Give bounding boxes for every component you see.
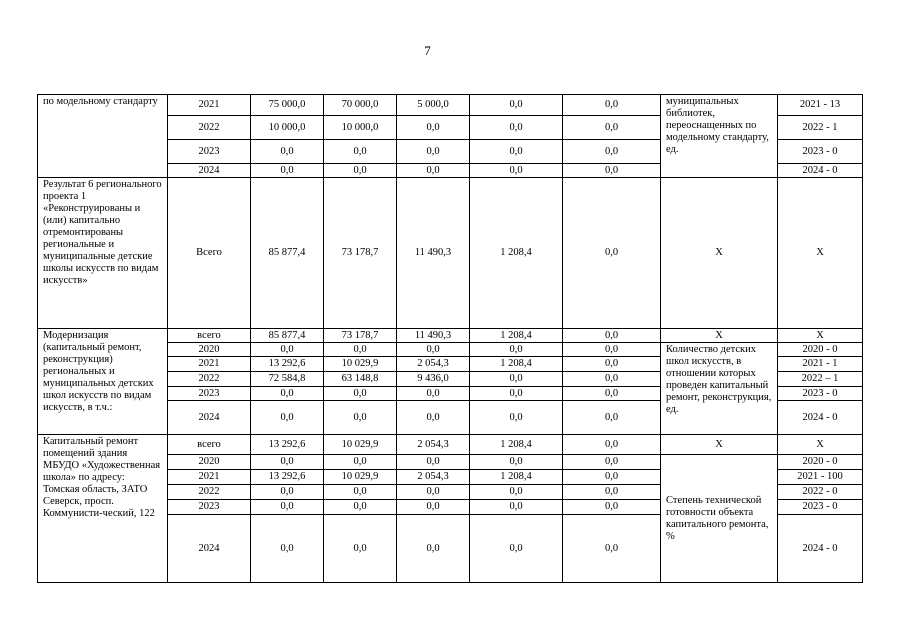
funding-cell: 0,0 [470, 500, 563, 515]
funding-cell: 0,0 [470, 140, 563, 164]
target-cell: 2021 - 100 [778, 470, 863, 485]
funding-cell: 0,0 [563, 435, 661, 455]
target-cell: 2020 - 0 [778, 455, 863, 470]
funding-cell: 0,0 [563, 500, 661, 515]
funding-cell: 0,0 [324, 140, 397, 164]
target-cell: 2024 - 0 [778, 515, 863, 583]
year-cell: 2021 [168, 357, 251, 372]
target-cell: 2024 - 0 [778, 164, 863, 178]
funding-cell: 1 208,4 [470, 470, 563, 485]
funding-cell: 1 208,4 [470, 357, 563, 372]
funding-cell: 0,0 [397, 140, 470, 164]
total-cell: 0,0 [251, 164, 324, 178]
table-row [38, 435, 863, 455]
year-cell: 2021 [168, 95, 251, 116]
funding-cell: 0,0 [563, 357, 661, 372]
funding-cell: 0,0 [324, 485, 397, 500]
total-cell: 0,0 [251, 140, 324, 164]
target-cell: 2023 - 0 [778, 140, 863, 164]
funding-cell: 0,0 [324, 515, 397, 583]
year-cell: 2020 [168, 455, 251, 470]
funding-cell: 0,0 [563, 455, 661, 470]
funding-cell: 0,0 [397, 387, 470, 401]
funding-cell: 0,0 [397, 401, 470, 435]
funding-cell: 0,0 [324, 387, 397, 401]
funding-cell: 0,0 [324, 500, 397, 515]
total-cell: 13 292,6 [251, 357, 324, 372]
funding-cell: 10 029,9 [324, 435, 397, 455]
funding-cell: 1 208,4 [470, 329, 563, 343]
event-name-cell: Капитальный ремонт помещений здания МБУДО «Художественная школа» по адресу: Томская область, ЗАТО Северск, просп. Коммунисти-ческий, 122 [38, 435, 168, 583]
funding-cell: 0,0 [470, 95, 563, 116]
funding-cell: 11 490,3 [397, 178, 470, 329]
year-cell: 2023 [168, 140, 251, 164]
funding-cell: 0,0 [470, 485, 563, 500]
year-cell: 2023 [168, 500, 251, 515]
target-cell: Х [778, 178, 863, 329]
year-cell: 2020 [168, 343, 251, 357]
funding-cell: 0,0 [470, 164, 563, 178]
target-cell: 2020 - 0 [778, 343, 863, 357]
funding-cell: 0,0 [563, 470, 661, 485]
year-cell: 2023 [168, 387, 251, 401]
funding-cell: 0,0 [324, 401, 397, 435]
total-cell: 75 000,0 [251, 95, 324, 116]
funding-cell: 10 029,9 [324, 470, 397, 485]
indicator-cell: Количество детских школ искусств, в отношении которых проведен капитальный ремонт, реконструкция, ед. [661, 343, 778, 435]
target-cell: 2022 - 1 [778, 116, 863, 140]
total-cell: 0,0 [251, 455, 324, 470]
total-cell: 13 292,6 [251, 470, 324, 485]
funding-cell: 0,0 [470, 387, 563, 401]
year-cell: 2022 [168, 485, 251, 500]
funding-cell: 11 490,3 [397, 329, 470, 343]
funding-cell: 5 000,0 [397, 95, 470, 116]
target-cell: 2023 - 0 [778, 387, 863, 401]
funding-cell: 10 029,9 [324, 357, 397, 372]
total-cell: 0,0 [251, 343, 324, 357]
funding-cell: 0,0 [563, 372, 661, 387]
funding-cell: 0,0 [563, 164, 661, 178]
funding-cell: 0,0 [470, 401, 563, 435]
table-row [38, 178, 863, 329]
target-cell: 2021 - 13 [778, 95, 863, 116]
funding-cell: 73 178,7 [324, 178, 397, 329]
year-cell: всего [168, 329, 251, 343]
funding-cell: 2 054,3 [397, 470, 470, 485]
year-cell: 2024 [168, 401, 251, 435]
funding-cell: 0,0 [470, 116, 563, 140]
funding-cell: 0,0 [470, 372, 563, 387]
funding-cell: 63 148,8 [324, 372, 397, 387]
year-cell: 2022 [168, 116, 251, 140]
target-cell: 2022 - 0 [778, 485, 863, 500]
funding-cell: 0,0 [397, 485, 470, 500]
total-cell: 13 292,6 [251, 435, 324, 455]
table-row [38, 329, 863, 343]
total-cell: 0,0 [251, 401, 324, 435]
target-cell: 2024 - 0 [778, 401, 863, 435]
total-cell: 85 877,4 [251, 329, 324, 343]
funding-cell: 0,0 [470, 343, 563, 357]
funding-cell: 0,0 [563, 178, 661, 329]
program-table [37, 94, 863, 583]
total-cell: 0,0 [251, 500, 324, 515]
funding-cell: 70 000,0 [324, 95, 397, 116]
year-cell: 2022 [168, 372, 251, 387]
funding-cell: 0,0 [563, 140, 661, 164]
indicator-cell: муниципальных библиотек, переоснащенных по модельному стандарту, ед. [661, 95, 778, 178]
funding-cell: 2 054,3 [397, 435, 470, 455]
funding-cell: 0,0 [563, 401, 661, 435]
funding-cell: 1 208,4 [470, 435, 563, 455]
year-cell: 2024 [168, 515, 251, 583]
target-cell: 2022 – 1 [778, 372, 863, 387]
funding-cell: 0,0 [563, 515, 661, 583]
page-number: 7 [424, 43, 431, 58]
funding-cell: 0,0 [470, 455, 563, 470]
funding-cell: 0,0 [397, 455, 470, 470]
total-cell: 10 000,0 [251, 116, 324, 140]
year-cell: 2024 [168, 164, 251, 178]
target-cell: Х [778, 435, 863, 455]
funding-cell: 2 054,3 [397, 357, 470, 372]
funding-cell: 9 436,0 [397, 372, 470, 387]
funding-cell: 0,0 [470, 515, 563, 583]
funding-cell: 10 000,0 [324, 116, 397, 140]
funding-cell: 73 178,7 [324, 329, 397, 343]
total-cell: 0,0 [251, 387, 324, 401]
funding-cell: 0,0 [397, 515, 470, 583]
event-name-cell: по модельному стандарту [38, 95, 168, 178]
funding-cell: 0,0 [397, 116, 470, 140]
target-cell: 2021 - 1 [778, 357, 863, 372]
funding-cell: 0,0 [563, 116, 661, 140]
year-cell: Всего [168, 178, 251, 329]
total-cell: 72 584,8 [251, 372, 324, 387]
funding-cell: 0,0 [324, 164, 397, 178]
target-cell: 2023 - 0 [778, 500, 863, 515]
funding-cell: 0,0 [397, 500, 470, 515]
funding-cell: 0,0 [563, 485, 661, 500]
indicator-cell: Х [661, 435, 778, 455]
funding-cell: 0,0 [397, 164, 470, 178]
total-cell: 0,0 [251, 515, 324, 583]
total-cell: 0,0 [251, 485, 324, 500]
indicator-cell: Степень технической готовности объекта капитального ремонта, % [661, 455, 778, 583]
year-cell: всего [168, 435, 251, 455]
total-cell: 85 877,4 [251, 178, 324, 329]
event-name-cell: Результат 6 регионального проекта 1 «Реконструированы и (или) капитально отремонтированы региональные и муниципальные детские школы искусств по видам искусств» [38, 178, 168, 329]
funding-cell: 0,0 [563, 95, 661, 116]
event-name-cell: Модернизация (капитальный ремонт, реконструкция) региональных и муниципальных детских школ искусств по видам искусств, в т.ч.: [38, 329, 168, 435]
funding-cell: 0,0 [324, 455, 397, 470]
funding-cell: 1 208,4 [470, 178, 563, 329]
funding-cell: 0,0 [397, 343, 470, 357]
target-cell: Х [778, 329, 863, 343]
funding-cell: 0,0 [563, 343, 661, 357]
funding-cell: 0,0 [563, 387, 661, 401]
indicator-cell: Х [661, 329, 778, 343]
funding-cell: 0,0 [563, 329, 661, 343]
funding-cell: 0,0 [324, 343, 397, 357]
table-row [38, 95, 863, 116]
indicator-cell: Х [661, 178, 778, 329]
year-cell: 2021 [168, 470, 251, 485]
